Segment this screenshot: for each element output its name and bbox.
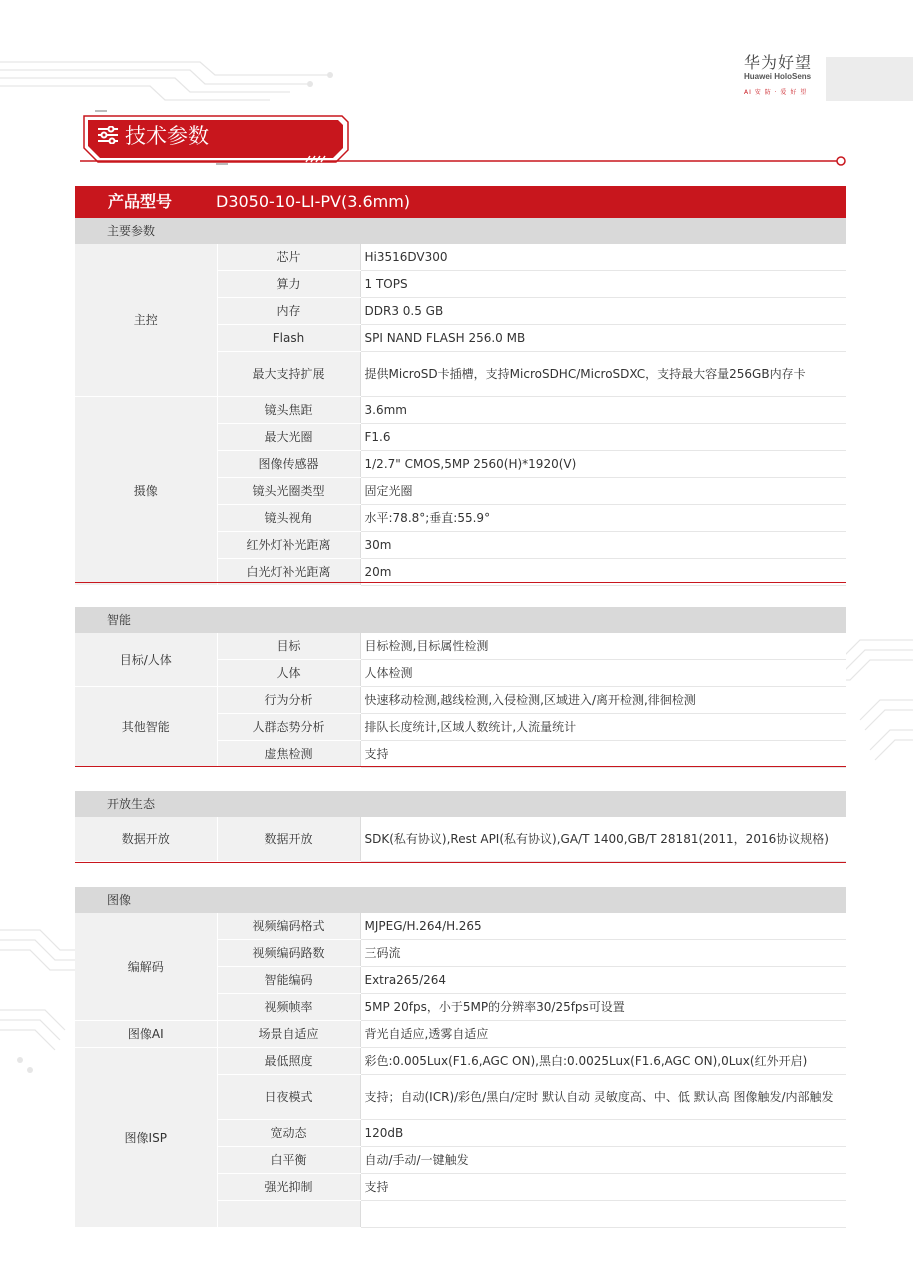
param-label: 强光抑制 xyxy=(217,1174,360,1201)
param-value: 30m xyxy=(360,532,846,559)
brand-slogan: AI 安 防 · 爱 好 望 xyxy=(744,89,808,96)
param-label: 智能编码 xyxy=(217,967,360,994)
param-label: 视频编码路数 xyxy=(217,940,360,967)
param-value: 提供MicroSD卡插槽，支持MicroSDHC/MicroSDXC，支持最大容量256GB内存卡 xyxy=(360,352,846,397)
group-other: 其他智能 xyxy=(75,687,217,768)
brand-name-cn: 华为好望 xyxy=(744,53,813,72)
section-title-image: 图像 xyxy=(75,887,846,913)
param-value: 目标检测,目标属性检测 xyxy=(360,633,846,660)
group-data: 数据开放 xyxy=(75,817,217,862)
param-value: DDR3 0.5 GB xyxy=(360,298,846,325)
section-title-smart: 智能 xyxy=(75,607,846,633)
param-label: 白光灯补光距离 xyxy=(217,559,360,586)
param-value: 自动/手动/一键触发 xyxy=(360,1147,846,1174)
title-banner xyxy=(80,110,350,165)
param-value: 背光自适应,透雾自适应 xyxy=(360,1021,846,1048)
param-value: SDK(私有协议),Rest API(私有协议),GA/T 1400,GB/T 28181(2011，2016协议规格) xyxy=(360,817,846,862)
param-label xyxy=(217,1201,360,1228)
param-label: 目标 xyxy=(217,633,360,660)
group-image-isp: 图像ISP xyxy=(75,1048,217,1228)
group-target: 目标/人体 xyxy=(75,633,217,687)
param-label: 红外灯补光距离 xyxy=(217,532,360,559)
brand-name-en: Huawei HoloSens xyxy=(744,72,812,81)
param-value: 20m xyxy=(360,559,846,586)
param-value: Extra265/264 xyxy=(360,967,846,994)
param-value xyxy=(360,1201,846,1228)
param-value: 固定光圈 xyxy=(360,478,846,505)
param-label: 最大支持扩展 xyxy=(217,352,360,397)
section-divider xyxy=(75,766,846,767)
param-label: 芯片 xyxy=(217,244,360,271)
param-value: 排队长度统计,区域人数统计,人流量统计 xyxy=(360,714,846,741)
param-value: 1/2.7" CMOS,5MP 2560(H)*1920(V) xyxy=(360,451,846,478)
model-value: D3050-10-LI-PV(3.6mm) xyxy=(216,192,411,211)
corner-tab xyxy=(826,57,913,101)
param-value: 支持 xyxy=(360,741,846,768)
param-value: Hi3516DV300 xyxy=(360,244,846,271)
page-title: 技术参数 xyxy=(125,124,209,148)
param-label: 虚焦检测 xyxy=(217,741,360,768)
param-label: 日夜模式 xyxy=(217,1075,360,1120)
main-params-table xyxy=(75,218,846,586)
section-divider xyxy=(75,582,846,583)
param-value: 3.6mm xyxy=(360,397,846,424)
param-label: 视频编码格式 xyxy=(217,913,360,940)
brand-logo xyxy=(744,54,834,97)
param-label: 白平衡 xyxy=(217,1147,360,1174)
param-label: 人体 xyxy=(217,660,360,687)
section-title-eco: 开放生态 xyxy=(75,791,846,817)
param-value: 三码流 xyxy=(360,940,846,967)
param-label: 最低照度 xyxy=(217,1048,360,1075)
image-table xyxy=(75,887,846,1228)
smart-table xyxy=(75,607,846,768)
param-value: MJPEG/H.264/H.265 xyxy=(360,913,846,940)
param-label: 场景自适应 xyxy=(217,1021,360,1048)
sliders-icon xyxy=(98,126,118,144)
model-header xyxy=(75,186,846,218)
group-control: 主控 xyxy=(75,244,217,397)
param-label: 算力 xyxy=(217,271,360,298)
eco-table xyxy=(75,791,846,862)
param-label: 数据开放 xyxy=(217,817,360,862)
param-value: 快速移动检测,越线检测,入侵检测,区域进入/离开检测,徘徊检测 xyxy=(360,687,846,714)
param-label: 人群态势分析 xyxy=(217,714,360,741)
param-label: 视频帧率 xyxy=(217,994,360,1021)
param-value: 彩色:0.005Lux(F1.6,AGC ON),黑白:0.0025Lux(F1.6,AGC ON),0Lux(红外开启) xyxy=(360,1048,846,1075)
section-title-main: 主要参数 xyxy=(75,218,846,244)
group-codec: 编解码 xyxy=(75,913,217,1021)
param-value: 支持；自动(ICR)/彩色/黑白/定时 默认自动 灵敏度高、中、低 默认高 图像触发/内部触发 xyxy=(360,1075,846,1120)
param-value: 1 TOPS xyxy=(360,271,846,298)
param-label: 镜头视角 xyxy=(217,505,360,532)
param-label: 宽动态 xyxy=(217,1120,360,1147)
param-label: 图像传感器 xyxy=(217,451,360,478)
param-value: SPI NAND FLASH 256.0 MB xyxy=(360,325,846,352)
param-value: 5MP 20fps，小于5MP的分辨率30/25fps可设置 xyxy=(360,994,846,1021)
model-label: 产品型号 xyxy=(108,192,173,211)
param-label: 内存 xyxy=(217,298,360,325)
group-image-ai: 图像AI xyxy=(75,1021,217,1048)
param-label: 最大光圈 xyxy=(217,424,360,451)
param-value: 支持 xyxy=(360,1174,846,1201)
param-value: 人体检测 xyxy=(360,660,846,687)
section-divider xyxy=(75,862,846,863)
param-label: 镜头焦距 xyxy=(217,397,360,424)
param-label: 镜头光圈类型 xyxy=(217,478,360,505)
param-value: F1.6 xyxy=(360,424,846,451)
param-label: Flash xyxy=(217,325,360,352)
param-value: 水平:78.8°;垂直:55.9° xyxy=(360,505,846,532)
param-label: 行为分析 xyxy=(217,687,360,714)
group-camera: 摄像 xyxy=(75,397,217,586)
param-value: 120dB xyxy=(360,1120,846,1147)
